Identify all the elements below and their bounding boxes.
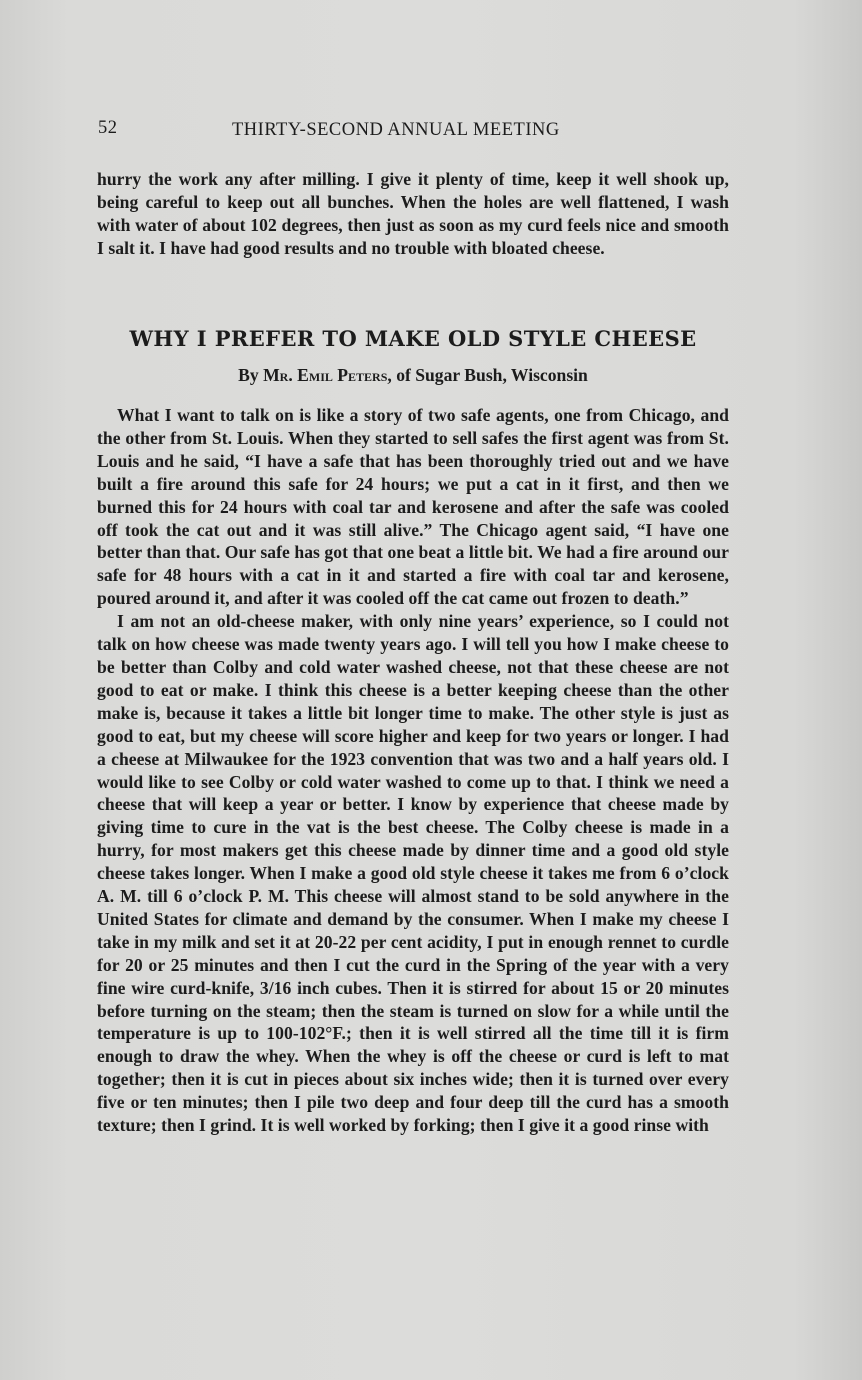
- article-title: WHY I PREFER TO MAKE OLD STYLE CHEESE: [129, 326, 697, 351]
- article-paragraph: I am not an old-cheese maker, with only nine years’ experience, so I could not talk on how cheese was made twenty years ago. I will tell you how I make cheese to be better than Colby and cold water washed cheese, not that these cheese are not good to eat or make. I think this cheese is a better keeping cheese than the other make is, because it takes a little bit longer time to make. The other style is just as good to eat, but my cheese will score higher and keep for two years or longer. I had a cheese at Milwaukee for the 1923 convention that was two and a half years old. I would like to see Colby or cold water washed to come up to that. I think we need a cheese that will keep a year or better. I know by experience that cheese made by giving time to cure in the vat is the best cheese. The Colby cheese is made in a hurry, for most makers get this cheese made by dinner time and a good old style cheese takes longer. When I make a good old style cheese it takes me from 6 o’clock A. M. till 6 o’clock P. M. This cheese will almost stand to be sold anywhere in the United States for climate and demand by the consumer. When I make my cheese I take in my milk and set it at 20-22 per cent acidity, I put in enough rennet to curdle for 20 or 25 minutes and then I cut the curd in the Spring of the year with a very fine wire curd-knife, 3/16 inch cubes. Then it is stirred for about 15 or 20 minutes before turning on the steam; then the steam is turned on slow for a while until the temperature is up to 100-102°F.; then it is well stirred all the time till it is firm enough to draw the whey. When the whey is off the cheese or curd is left to mat together; then it is cut in pieces about six inches wide; then it is turned over every five or ten minutes; then I pile two deep and four deep till the curd has a smooth texture; then I grind. It is well worked by forking; then I give it a good rinse with: [97, 611, 729, 1136]
- running-header: [98, 118, 598, 144]
- page-number: 52: [98, 118, 118, 138]
- article-byline: [97, 365, 729, 386]
- byline-location: , of Sugar Bush, Wisconsin: [387, 365, 588, 385]
- article-body: [97, 404, 729, 1137]
- author-name: Mr. Emil Peters: [263, 365, 388, 385]
- byline-prefix: By: [238, 365, 259, 385]
- continued-paragraph-block: [97, 168, 729, 260]
- article-paragraph: What I want to talk on is like a story of two safe agents, one from Chicago, and the other from St. Louis. When they started to sell safes the first agent was from St. Louis and he said, “I have a safe that has been thoroughly tried out and we have built a fire around this safe for 24 hours; we put a cat in it first, and then we burned this for 24 hours with coal tar and kerosene and after the safe was cooled off took the cat out and it was still alive.” The Chicago agent said, “I have one better than that. Our safe has got that one beat a little bit. We had a fire around our safe for 48 hours with a cat in it and started a fire with coal tar and kerosene, poured around it, and after it was cooled off the cat came out frozen to death.”: [97, 405, 729, 609]
- continued-paragraph: hurry the work any after milling. I give it plenty of time, keep it well shook up, being careful to keep out all bunches. When the holes are well flattened, I wash with water of about 102 degrees, then just as soon as my curd feels nice and smooth I salt it. I have had good results and no trouble with bloated cheese.: [97, 169, 729, 258]
- running-title: THIRTY-SECOND ANNUAL MEETING: [232, 120, 560, 140]
